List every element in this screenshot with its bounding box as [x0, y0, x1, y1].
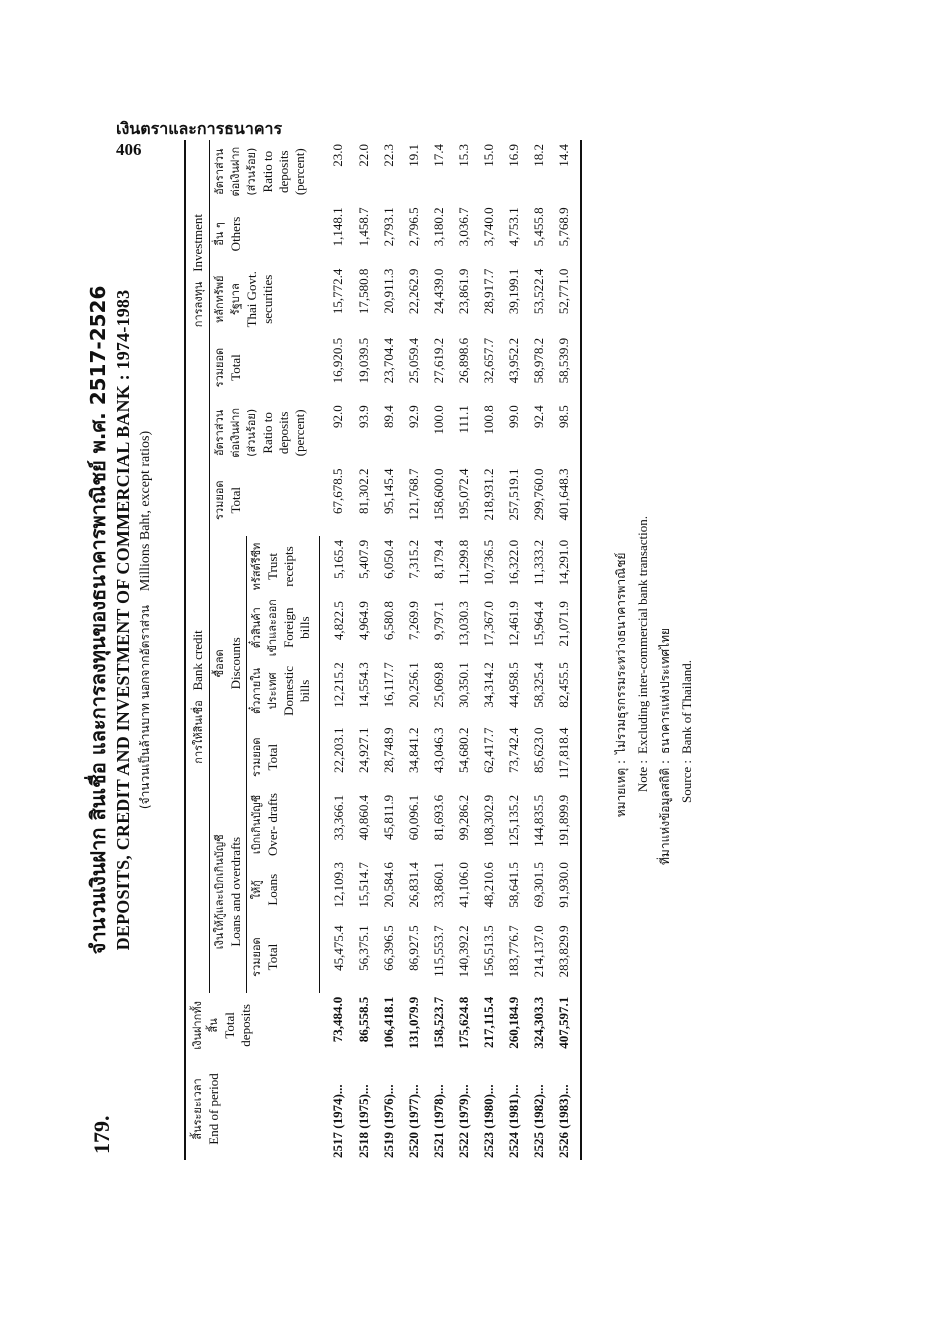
cell-inv-total: 32,657.7 — [480, 337, 496, 384]
note-text: Bank of Thailand. — [679, 660, 694, 754]
cell-credit-ratio: 92.4 — [530, 405, 546, 428]
cell-period: 2526 (1983)... — [555, 1084, 571, 1158]
col-header-thai: อื่น ๆ — [213, 222, 226, 246]
group-bank-credit — [188, 401, 210, 993]
cell-overdrafts: 108,302.9 — [480, 794, 496, 847]
cell-overdrafts: 33,366.1 — [330, 794, 346, 841]
cell-inv-total: 23,704.4 — [380, 337, 396, 384]
data-table — [188, 140, 576, 1160]
cell-overdrafts: 125,135.2 — [505, 794, 521, 847]
cell-foreign-bills: 6,580.8 — [380, 601, 396, 641]
cell-credit-ratio: 100.0 — [430, 405, 446, 435]
cell-foreign-bills: 21,071.9 — [555, 601, 571, 647]
cell-inv-ratio: 18.2 — [530, 144, 546, 167]
note-line — [610, 516, 632, 910]
cell-others: 2,796.5 — [405, 207, 421, 247]
col-foreign-bills — [247, 597, 320, 658]
cell-loans: 33,860.1 — [430, 862, 446, 908]
col-header-english: Foreign bills — [281, 607, 312, 648]
cell-domestic-bills: 20,256.1 — [405, 662, 421, 708]
cell-inv-ratio: 22.3 — [380, 144, 396, 167]
cell-period: 2525 (1982)... — [530, 1084, 546, 1158]
cell-inv-total: 58,539.9 — [555, 337, 571, 384]
discounts-group-thai: ซื้อลด — [213, 649, 226, 678]
group-loans — [210, 791, 247, 993]
cell-others: 5,768.9 — [555, 207, 571, 247]
loans-group-thai: เงินให้กู้และเบิกเกินบัญชี — [213, 834, 226, 950]
cell-others: 1,148.1 — [330, 207, 346, 247]
col-credit-ratio — [210, 401, 320, 464]
investment-thai: การลงทุน — [192, 281, 205, 328]
col-others — [210, 203, 320, 264]
cell-foreign-bills: 13,030.3 — [455, 601, 471, 647]
cell-trust-receipts: 5,165.4 — [330, 539, 346, 579]
cell-trust-receipts: 14,291.0 — [555, 539, 571, 586]
table-row — [351, 140, 376, 1160]
table-row — [551, 140, 576, 1160]
cell-deposits: 73,484.0 — [330, 996, 346, 1043]
cell-inv-total: 19,039.5 — [355, 337, 371, 384]
cell-others: 2,793.1 — [380, 207, 396, 247]
cell-credit-total: 299,760.0 — [530, 468, 546, 521]
cell-inv-ratio: 23.0 — [330, 144, 346, 167]
col-header-thai: รวมยอด — [213, 480, 226, 520]
cell-loans: 20,584.6 — [380, 862, 396, 908]
cell-others: 3,180.2 — [430, 207, 446, 247]
note-line — [632, 516, 654, 910]
cell-trust-receipts: 16,322.0 — [505, 539, 521, 586]
col-header-english: Total — [265, 943, 280, 971]
col-header-thai: รวมยอด — [250, 737, 263, 777]
cell-domestic-bills: 34,314.2 — [480, 662, 496, 708]
cell-loans-total: 156,513.5 — [480, 925, 496, 978]
cell-credit-total: 195,072.4 — [455, 468, 471, 521]
col-header-thai: ให้กู้ — [250, 880, 263, 900]
cell-disc-total: 117,818.4 — [555, 727, 571, 780]
cell-disc-total: 73,742.4 — [505, 727, 521, 774]
cell-trust-receipts: 8,179.4 — [430, 539, 446, 579]
cell-govt-sec: 52,771.0 — [555, 268, 571, 315]
col-header-english: Total deposits — [222, 1004, 253, 1047]
book-title: เงินตราและการธนาคาร — [116, 121, 283, 138]
cell-domestic-bills: 82,455.5 — [555, 662, 571, 708]
cell-others: 3,036.7 — [455, 207, 471, 247]
cell-domestic-bills: 14,554.3 — [355, 662, 371, 708]
cell-govt-sec: 20,911.3 — [380, 268, 396, 314]
discounts-group-english: Discounts — [228, 637, 243, 690]
cell-overdrafts: 60,096.1 — [405, 794, 421, 841]
col-header-thai: ทรัสต์รีซีท — [250, 542, 263, 591]
cell-govt-sec: 17,580.8 — [355, 268, 371, 315]
cell-loans: 41,106.0 — [455, 862, 471, 908]
col-header-english: End of period — [206, 1073, 221, 1145]
note-text: ไม่รวมธุรกรรมระหว่างธนาคารพาณิชย์ — [614, 552, 628, 754]
col-header-thai: อัตราส่วนต่อเงินฝาก (ส่วนร้อย) — [213, 408, 258, 458]
col-header-thai: เงินฝากทั้งสิ้น — [191, 1001, 220, 1050]
cell-disc-total: 28,748.9 — [380, 727, 396, 774]
col-trust-receipts — [247, 536, 320, 597]
cell-govt-sec: 53,522.4 — [530, 268, 546, 315]
cell-period: 2519 (1976)... — [380, 1084, 396, 1158]
note-label: ที่มาแห่งข้อมูลสถิติ : — [658, 760, 672, 865]
cell-trust-receipts: 5,407.9 — [355, 539, 371, 579]
table-notes — [610, 516, 698, 910]
cell-period: 2517 (1974)... — [330, 1084, 346, 1158]
cell-trust-receipts: 11,299.8 — [455, 539, 471, 585]
cell-overdrafts: 40,860.4 — [355, 794, 371, 841]
table-row — [320, 140, 352, 1160]
cell-credit-total: 218,931.2 — [480, 468, 496, 521]
cell-loans: 91,930.0 — [555, 862, 571, 908]
col-disc-total — [247, 724, 320, 791]
cell-overdrafts: 99,286.2 — [455, 794, 471, 841]
investment-english: Investment — [190, 214, 205, 272]
cell-overdrafts: 45,811.9 — [380, 794, 396, 840]
cell-domestic-bills: 30,350.1 — [455, 662, 471, 708]
cell-credit-ratio: 92.0 — [330, 405, 346, 428]
cell-credit-ratio: 89.4 — [380, 405, 396, 428]
col-header-thai: รวมยอด — [250, 937, 263, 977]
cell-loans-total: 183,776.7 — [505, 925, 521, 978]
cell-credit-ratio: 99.0 — [505, 405, 521, 428]
bank-credit-thai: การให้สินเชื่อ — [192, 700, 205, 764]
cell-loans: 26,831.4 — [405, 862, 421, 908]
col-loans — [247, 858, 320, 921]
table-row — [501, 140, 526, 1160]
cell-loans: 12,109.3 — [330, 862, 346, 908]
group-discounts — [210, 536, 247, 791]
col-header-english: Total — [228, 486, 243, 514]
col-header-english: Others — [228, 216, 243, 252]
cell-period: 2518 (1975)... — [355, 1084, 371, 1158]
cell-loans: 48,210.6 — [480, 862, 496, 908]
cell-govt-sec: 22,262.9 — [405, 268, 421, 315]
cell-inv-ratio: 19.1 — [405, 144, 421, 167]
cell-inv-total: 16,920.5 — [330, 337, 346, 384]
cell-period: 2524 (1981)... — [505, 1084, 521, 1158]
cell-credit-total: 401,648.3 — [555, 468, 571, 521]
col-overdrafts — [247, 791, 320, 858]
cell-credit-total: 81,302.2 — [355, 468, 371, 515]
table-row — [376, 140, 401, 1160]
table-row — [426, 140, 451, 1160]
table-bottom-rule — [580, 140, 582, 1160]
col-govt-sec — [210, 265, 320, 334]
col-inv-ratio — [210, 140, 320, 203]
table-row — [401, 140, 426, 1160]
table-unit-note — [135, 80, 156, 1160]
cell-disc-total: 34,841.2 — [405, 727, 421, 774]
cell-credit-ratio: 98.5 — [555, 405, 571, 428]
cell-foreign-bills: 4,822.5 — [330, 601, 346, 641]
cell-disc-total: 62,417.7 — [480, 727, 496, 774]
cell-loans-total: 214,137.0 — [530, 925, 546, 978]
cell-deposits: 106,418.1 — [380, 996, 396, 1049]
table-top-rule — [184, 140, 186, 1160]
cell-credit-total: 95,145.4 — [380, 468, 396, 515]
cell-loans-total: 66,396.5 — [380, 925, 396, 971]
cell-trust-receipts: 7,315.2 — [405, 539, 421, 579]
col-loans-total — [247, 921, 320, 992]
cell-inv-total: 43,952.2 — [505, 337, 521, 384]
cell-overdrafts: 144,835.5 — [530, 794, 546, 847]
cell-govt-sec: 15,772.4 — [330, 268, 346, 315]
rotated-table-page — [85, 80, 941, 1160]
col-header-english: Total — [228, 354, 243, 381]
cell-deposits: 86,558.5 — [355, 996, 371, 1043]
note-text: ธนาคารแห่งประเทศไทย — [658, 627, 672, 754]
cell-loans: 69,301.5 — [530, 862, 546, 908]
cell-deposits: 217,115.4 — [480, 996, 496, 1049]
table-number: 179. — [89, 1115, 114, 1154]
cell-others: 5,455.8 — [530, 207, 546, 247]
cell-deposits: 158,523.7 — [430, 996, 446, 1049]
note-label: Note : — [635, 760, 650, 793]
cell-loans-total: 56,375.1 — [355, 925, 371, 971]
cell-deposits: 407,597.1 — [555, 996, 571, 1049]
cell-credit-total: 158,600.0 — [430, 468, 446, 521]
cell-overdrafts: 191,899.9 — [555, 794, 571, 847]
cell-govt-sec: 28,917.7 — [480, 268, 496, 315]
cell-credit-total: 257,519.1 — [505, 468, 521, 521]
note-line — [654, 516, 676, 910]
cell-inv-ratio: 22.0 — [355, 144, 371, 167]
cell-others: 4,753.1 — [505, 207, 521, 247]
col-header-english: Loans — [265, 873, 280, 906]
cell-trust-receipts: 10,736.5 — [480, 539, 496, 586]
table-row — [476, 140, 501, 1160]
cell-deposits: 260,184.9 — [505, 996, 521, 1049]
cell-trust-receipts: 6,050.4 — [380, 539, 396, 579]
cell-foreign-bills: 7,269.9 — [405, 601, 421, 641]
cell-domestic-bills: 12,215.2 — [330, 662, 346, 708]
col-header-thai: หลักทรัพย์รัฐบาล — [213, 275, 242, 323]
cell-trust-receipts: 11,333.2 — [530, 539, 546, 585]
table-title-thai: จำนวนเงินฝาก สินเชื่อ และการลงทุนของธนาคารพาณิชย์ พ.ศ. 2517-2526 — [86, 285, 110, 955]
page-number: 406 — [116, 140, 142, 159]
cell-inv-ratio: 14.4 — [555, 144, 571, 167]
cell-foreign-bills: 12,461.9 — [505, 601, 521, 647]
cell-credit-ratio: 111.1 — [455, 405, 471, 434]
cell-disc-total: 22,203.1 — [330, 727, 346, 774]
cell-foreign-bills: 9,797.1 — [430, 601, 446, 641]
cell-deposits: 324,303.3 — [530, 996, 546, 1049]
cell-credit-total: 67,678.5 — [330, 468, 346, 515]
unit-english: Millions Baht, except ratios) — [138, 430, 153, 592]
cell-credit-ratio: 93.9 — [355, 405, 371, 428]
col-header-english: Over- drafts — [265, 793, 280, 856]
cell-inv-total: 27,619.2 — [430, 337, 446, 384]
cell-loans-total: 115,553.7 — [430, 925, 446, 977]
col-header-thai: อัตราส่วนต่อเงินฝาก (ส่วนร้อย) — [213, 146, 258, 197]
cell-loans-total: 45,475.4 — [330, 925, 346, 971]
col-header-english: Ratio to deposits (percent) — [260, 148, 307, 196]
cell-inv-total: 58,978.2 — [530, 337, 546, 384]
col-deposits — [188, 993, 320, 1058]
loans-group-english: Loans and overdrafts — [228, 836, 243, 947]
cell-deposits: 131,079.9 — [405, 996, 421, 1049]
table-row — [451, 140, 476, 1160]
col-header-english: Trust receipts — [265, 546, 296, 587]
cell-credit-ratio: 92.9 — [405, 405, 421, 428]
cell-domestic-bills: 44,958.5 — [505, 662, 521, 708]
cell-foreign-bills: 4,964.9 — [355, 601, 371, 641]
cell-loans: 58,641.5 — [505, 862, 521, 908]
cell-others: 1,458.7 — [355, 207, 371, 247]
bank-credit-english: Bank credit — [190, 630, 205, 691]
note-label: หมายเหตุ : — [614, 760, 628, 818]
cell-period: 2521 (1978)... — [430, 1084, 446, 1158]
cell-govt-sec: 23,861.9 — [455, 268, 471, 315]
cell-loans-total: 140,392.2 — [455, 925, 471, 978]
cell-loans-total: 86,927.5 — [405, 925, 421, 971]
cell-foreign-bills: 17,367.0 — [480, 601, 496, 647]
cell-loans-total: 283,829.9 — [555, 925, 571, 978]
cell-inv-ratio: 16.9 — [505, 144, 521, 167]
cell-disc-total: 85,623.0 — [530, 727, 546, 774]
table-row — [526, 140, 551, 1160]
unit-thai: (จำนวนเป็นล้านบาท นอกจากอัตราส่วน — [138, 605, 152, 810]
cell-govt-sec: 24,439.0 — [430, 268, 446, 315]
col-credit-total — [210, 465, 320, 536]
cell-credit-total: 121,768.7 — [405, 468, 421, 521]
col-domestic-bills — [247, 658, 320, 723]
cell-inv-ratio: 15.3 — [455, 144, 471, 167]
cell-others: 3,740.0 — [480, 207, 496, 247]
cell-disc-total: 24,927.1 — [355, 727, 371, 774]
cell-period: 2522 (1979)... — [455, 1084, 471, 1158]
cell-period: 2520 (1977)... — [405, 1084, 421, 1158]
table-title-block — [85, 80, 156, 1160]
cell-overdrafts: 81,693.6 — [430, 794, 446, 841]
cell-disc-total: 43,046.3 — [430, 727, 446, 774]
cell-loans: 15,514.7 — [355, 862, 371, 908]
col-header-thai: เบิกเกินบัญชี — [250, 794, 263, 855]
cell-inv-ratio: 15.0 — [480, 144, 496, 167]
note-label: Source : — [679, 760, 694, 803]
col-header-english: Total — [265, 743, 280, 771]
col-header-english: Thai Govt. securities — [244, 271, 275, 328]
col-inv-total — [210, 334, 320, 401]
cell-foreign-bills: 15,964.4 — [530, 601, 546, 647]
cell-domestic-bills: 58,325.4 — [530, 662, 546, 708]
group-investment — [188, 140, 210, 401]
col-header-english: Ratio to deposits (percent) — [260, 409, 307, 457]
cell-inv-ratio: 17.4 — [430, 144, 446, 167]
col-header-thai: ตั๋วสินค้าเข้าและออก — [250, 599, 279, 657]
cell-period: 2523 (1980)... — [480, 1084, 496, 1158]
table-body — [320, 140, 577, 1160]
cell-domestic-bills: 16,117.7 — [380, 662, 396, 708]
table-title-english: DEPOSITS, CREDIT AND INVESTMENT OF COMMERCIAL BANK : 1974-1983 — [113, 289, 133, 951]
note-text: Excluding inter-commercial bank transaction. — [635, 516, 650, 754]
cell-inv-total: 26,898.6 — [455, 337, 471, 384]
col-period — [188, 1058, 320, 1160]
cell-credit-ratio: 100.8 — [480, 405, 496, 435]
cell-deposits: 175,624.8 — [455, 996, 471, 1049]
col-header-thai: รวมยอด — [213, 347, 226, 388]
cell-disc-total: 54,680.2 — [455, 727, 471, 774]
cell-domestic-bills: 25,069.8 — [430, 662, 446, 708]
col-header-thai: สิ้นระยะเวลา — [191, 1078, 204, 1140]
cell-govt-sec: 39,199.1 — [505, 268, 521, 315]
col-header-english: Domestic bills — [281, 666, 312, 716]
col-header-thai: ตั๋วภายในประเทศ — [250, 667, 279, 714]
cell-inv-total: 25,059.4 — [405, 337, 421, 384]
note-line — [676, 516, 698, 910]
